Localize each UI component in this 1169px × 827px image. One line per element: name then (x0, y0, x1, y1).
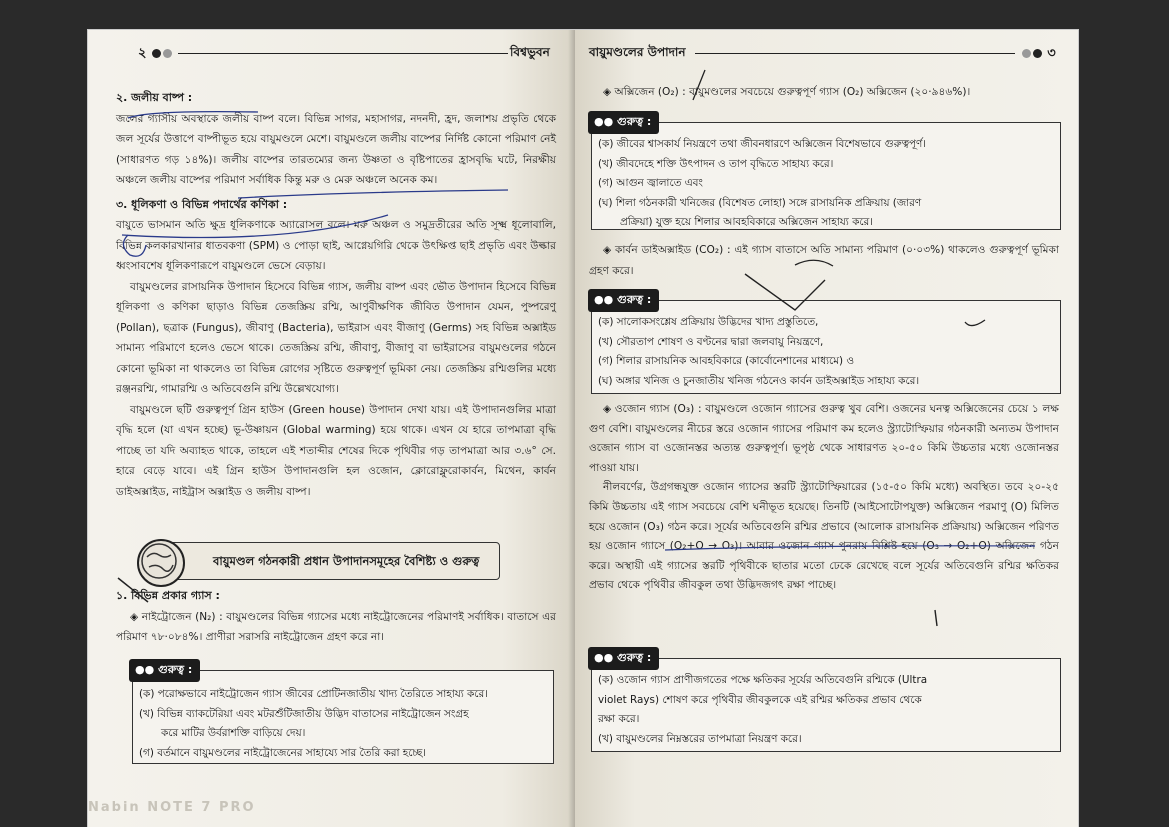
section-title-water-vapour: ২. জলীয় বাষ্প : (116, 91, 193, 104)
paragraph-components: বায়ুমণ্ডলের রাসায়নিক উপাদান হিসেবে বিভিন্ন গ্যাস, জলীয় বাষ্প এবং ভৌত উপাদান হিসেবে বিভিন্ন ধূলিকণা ও কণিকা ছাড়াও বিভিন্ন তেজস্ক্রিয় রশ্মি, আণুবীক্ষণিক জীবিত উপাদান যেমন, পুষ্পরেণু (Pollan), ছত্রাক (Fungus), জীবাণু (Bacteria), ভাইরাস এবং বীজাণু (Germs) সহ বিভিন্ন অক্সাইড সামান্য পরিমাণে হলেও ভেসে থাকে। তেজস্ক্রিয় রশ্মি, জীবাণু, বীজাণু বা ভাইরাসের বায়ুমণ্ডলের গঠনে কোনো ভূমিকা না থাকলেও তা বিভিন্ন রোগের সৃষ্টিতে গুরুত্বপূর্ণ ভূমিকা নেয়। তেজস্ক্রিয় রশ্মিগুলির মধ্যে রঞ্জনরশ্মি, গামারশ্মি ও অতিবেগুনি রশ্মি উল্লেখযোগ্য। (116, 280, 556, 395)
header-dot-icon (1033, 49, 1042, 58)
importance-list (598, 671, 927, 749)
list-item: (গ) বর্তমানে বায়ুমণ্ডলের নাইট্রোজেনের সাহায্যে সার তৈরি করা হচ্ছে। (139, 746, 426, 759)
left-page-header (138, 44, 173, 65)
right-page (575, 30, 1078, 827)
paragraph-water-vapour: জলের গ্যাসীয় অবস্থাকে জলীয় বাষ্প বলে। বিভিন্ন সাগর, মহাসাগর, নদনদী, হ্রদ, জলাশয় প্রভৃতি থেকে জল সূর্যের উত্তাপে বাষ্পীভূত হয়ে বায়ুমণ্ডলে মেশে। বায়ুমণ্ডলে জলীয় বাষ্পের নির্দিষ্ট কোনো পরিমাণ নেই (সাধারণত গড় ১৪%)। জলীয় বাষ্পের তারতম্যের জন্য উষ্ণতা ও বৃষ্টিপাতের হ্রাসবৃদ্ধি ঘটে, নিরক্ষীয় অঞ্চলে জলীয় বাষ্পের পরিমাণ সর্বাধিক কিন্তু মরু ও মেরু অঞ্চলে অনেক কম। (116, 112, 556, 186)
section-banner (168, 542, 500, 580)
list-item: রক্ষা করে। (598, 713, 640, 725)
list-item: প্রক্রিয়া) যুক্ত হয়ে শিলার আবহবিকারে অক্সিজেন সাহায্য করে। (620, 216, 873, 228)
list-item: (গ) শিলার রাসায়নিক আবহবিকারে (কার্বোনেশানের মাধ্যমে) ও (598, 355, 854, 367)
header-dot-icon (1022, 49, 1031, 58)
list-item: (ক) পরোক্ষভাবে নাইট্রোজেন গ্যাস জীবের প্রোটিনজাতীয় খাদ্য তৈরিতে সাহায্য করে। (139, 688, 488, 700)
book-spread (88, 30, 1078, 827)
right-running-head: বায়ুমণ্ডলের উপাদান (589, 45, 686, 59)
list-item: (খ) বায়ুমণ্ডলের নিম্নস্তরের তাপমাত্রা নিয়ন্ত্রণ করে। (598, 732, 802, 745)
importance-tag: ●● গুরুত্ব : (588, 289, 659, 312)
importance-tag: ●● গুরুত্ব : (588, 111, 659, 134)
importance-box-oxygen (591, 115, 1061, 230)
importance-tag: ●● গুরুত্ব : (588, 647, 659, 670)
left-page-number: ২ (138, 46, 147, 61)
oxygen-text: ◈ অক্সিজেন (O₂) : বায়ুমণ্ডলের সবচেয়ে গুরুত্বপূর্ণ গ্যাস (O₂) অক্সিজেন (২০·৯৪৬%)। (603, 86, 971, 98)
left-page (88, 30, 575, 827)
paragraph-ozone (589, 400, 1059, 596)
paragraph-oxygen (589, 82, 1059, 103)
paragraph-nitrogen: ◈ নাইট্রোজেন (N₂) : বায়ুমণ্ডলের বিভিন্ন গ্যাসের মধ্যে নাইট্রোজেনের পরিমাণই সর্বাধিক। বাতাসে এর পরিমাণ ৭৮·০৮৪%। প্রাণীরা সরাসরি নাইট্রোজেন গ্রহণ করে না। (116, 610, 556, 643)
list-item: violet Rays) শোষণ করে পৃথিবীর জীবকুলকে এই রশ্মির ক্ষতিকর প্রভাব থেকে (598, 693, 922, 706)
paragraph-dust: বায়ুতে ভাসমান অতি ক্ষুদ্র ধূলিকণাকে অ্যারোসল বলে। মরু অঞ্চল ও সমুদ্রতীরের অতি সূক্ষ্ম ধূলোবালি, বিভিন্ন কলকারখানার ধাতবকণা (SPM) ও পোড়া ছাই, আগ্নেয়গিরি থেকে উৎক্ষিপ্ত ছাই প্রভৃতি এবং উল্কার ধ্বংসাবশেষ ধূলিকণারূপে বায়ুমণ্ডলে ভেসে বেড়ায়। (116, 219, 556, 272)
left-gas-section (116, 586, 556, 648)
watermark-footer: Nabin NOTE 7 PRO (88, 800, 256, 815)
importance-list (139, 685, 488, 763)
list-item: (ঘ) অঙ্গার খনিজ ও চুনজাতীয় খনিজ গঠনেও কার্বন ডাইঅক্সাইড সাহায্য করে। (598, 374, 920, 387)
banner-title: বায়ুমণ্ডল গঠনকারী প্রধান উপাদানসমূহের বৈশিষ্ট্য ও গুরুত্ব (213, 554, 480, 568)
list-item: (ঘ) শিলা গঠনকারী খনিজের (বিশেষত লোহা) সঙ্গে রাসায়নিক প্রক্রিয়ায় (জারণ (598, 196, 922, 209)
section-title-gases: ১. বিভিন্ন প্রকার গ্যাস : (116, 589, 220, 602)
ozone-text-2: নীলবর্ণের, উগ্রগন্ধযুক্ত ওজোন গ্যাসের স্তরটি স্ট্র্যাটোস্ফিয়ারের (১৫-৫০ কিমি মধ্যে) অবস্থিত। তবে ২০-২৫ কিমি উচ্চতায় এই গ্যাস সবচেয়ে বেশি ঘনীভূত হয়েছে। তিনটি (আইসোটোপযুক্ত) অক্সিজেন পরমাণু (O) মিলিত হয়ে ওজোন (O₃) গঠন করে। সূর্যের অতিবেগুনি রশ্মির প্রভাবে (আলোক রাসায়নিক প্রক্রিয়ায়) অক্সিজেন পরিণত হয় ওজোন গ্যাসে (O₂+O → O₃)। আবার ওজোন গ্যাস পুনরায় বিশ্লিষ্ট হয়ে (O₃ → O₂+O) অক্সিজেন গঠন করে। অস্থায়ী এই গ্যাসের স্তরটি পৃথিবীকে ছাতার মতো ঢেকে রেখেছে বলে সূর্যের অতিবেগুনি রশ্মির ক্ষতিকর প্রভাব থেকে পৃথিবীর জীবকুল তথা উদ্ভিদজগৎ রক্ষা পাচ্ছে। (589, 481, 1059, 592)
header-dot-icon (163, 49, 172, 58)
right-page-header (1021, 44, 1056, 65)
paragraph-greenhouse: বায়ুমণ্ডলে ছটি গুরুত্বপূর্ণ গ্রিন হাউস (Green house) উপাদান দেখা যায়। এই উপাদানগুলির মাত্রা বৃদ্ধি হলে (যা এখন হচ্ছে) ভূ-উষ্ণায়ন (Global warming) হয়ে থাকে। এখন যে হারে তাপমাত্রা বৃদ্ধি পাচ্ছে তা যদি অব্যাহত থাকে, তাহলে এই শতাব্দীর শেষের দিকে পৃথিবীর গড় তাপমাত্রা আর ৩.৬° সে. হারে বেড়ে যাবে। এই গ্রিন হাউস উপাদানগুলি হল ওজোন, ক্লোরোফ্লুরোকার্বন, মিথেন, কার্বন ডাইঅক্সাইড, নাইট্রাস অক্সাইড ও জলীয় বাষ্প। (116, 403, 556, 498)
importance-box-nitrogen (132, 663, 554, 764)
list-item: (ক) সালোকসংশ্লেষ প্রক্রিয়ায় উদ্ভিদের খাদ্য প্রস্তুতিতে, (598, 316, 819, 328)
list-item: (খ) সৌরতাপ শোষণ ও বণ্টনের দ্বারা জলবায়ু নিয়ন্ত্রণে, (598, 335, 824, 348)
right-page-number: ৩ (1047, 46, 1056, 61)
header-dot-icon (152, 49, 161, 58)
list-item: (খ) জীবদেহে শক্তি উৎপাদন ও তাপ বৃদ্ধিতে সাহায্য করে। (598, 157, 834, 170)
list-item: (ক) জীবের শ্বাসকার্য নিয়ন্ত্রণে তথা জীবনধারণে অক্সিজেন বিশেষভাবে গুরুত্বপূর্ণ। (598, 138, 927, 150)
list-item: (গ) আগুন জ্বালাতে এবং (598, 177, 703, 189)
left-running-head: বিশ্বভুবন (510, 45, 550, 59)
paragraph-co2 (589, 240, 1059, 281)
list-item: (খ) বিভিন্ন ব্যাকটেরিয়া এবং মটরশুঁটিজাতীয় উদ্ভিদ বাতাসের নাইট্রোজেন সংগ্রহ (139, 707, 469, 720)
importance-list (598, 313, 919, 391)
importance-box-ozone (591, 651, 1061, 752)
left-body (116, 88, 556, 502)
importance-tag: ●● গুরুত্ব : (129, 659, 200, 682)
co2-text: ◈ কার্বন ডাইঅক্সাইড (CO₂) : এই গ্যাস বাতাসে অতি সামান্য পরিমাণ (০·০৩%) থাকলেও গুরুত্বপূর্ণ ভূমিকা গ্রহণ করে। (589, 244, 1059, 277)
globe-icon (137, 539, 185, 587)
section-title-dust: ৩. ধূলিকণা ও বিভিন্ন পদার্থের কণিকা : (116, 197, 288, 211)
list-item: করে মাটির উর্বরাশক্তি বাড়িয়ে দেয়। (161, 727, 306, 739)
list-item: (ক) ওজোন গ্যাস প্রাণীজগতের পক্ষে ক্ষতিকর সূর্যের অতিবেগুনি রশ্মিকে (Ultra (598, 674, 928, 686)
importance-list (598, 135, 926, 233)
importance-box-co2 (591, 293, 1061, 394)
ozone-text: ◈ ওজোন গ্যাস (O₃) : বায়ুমণ্ডলে ওজোন গ্যাসের গুরুত্ব খুব বেশি। ওজনের ঘনত্ব অক্সিজেনের চেয়ে ১ লক্ষ গুণ বেশি। বায়ুমণ্ডলের নীচের স্তরে ওজোন গ্যাসের পরিমাণ কম হলেও স্ট্র্যাটোস্ফিয়ার গঠনকারী অন্যতম উপাদান ওজোন গ্যাস বা ওজোনস্তর অত্যন্ত গুরুত্বপূর্ণ। ভূপৃষ্ঠ থেকে সাধারণত ২০-৫০ কিমি উচ্চতার মধ্যে ওজোনস্তর পাওয়া যায়। (589, 403, 1059, 474)
